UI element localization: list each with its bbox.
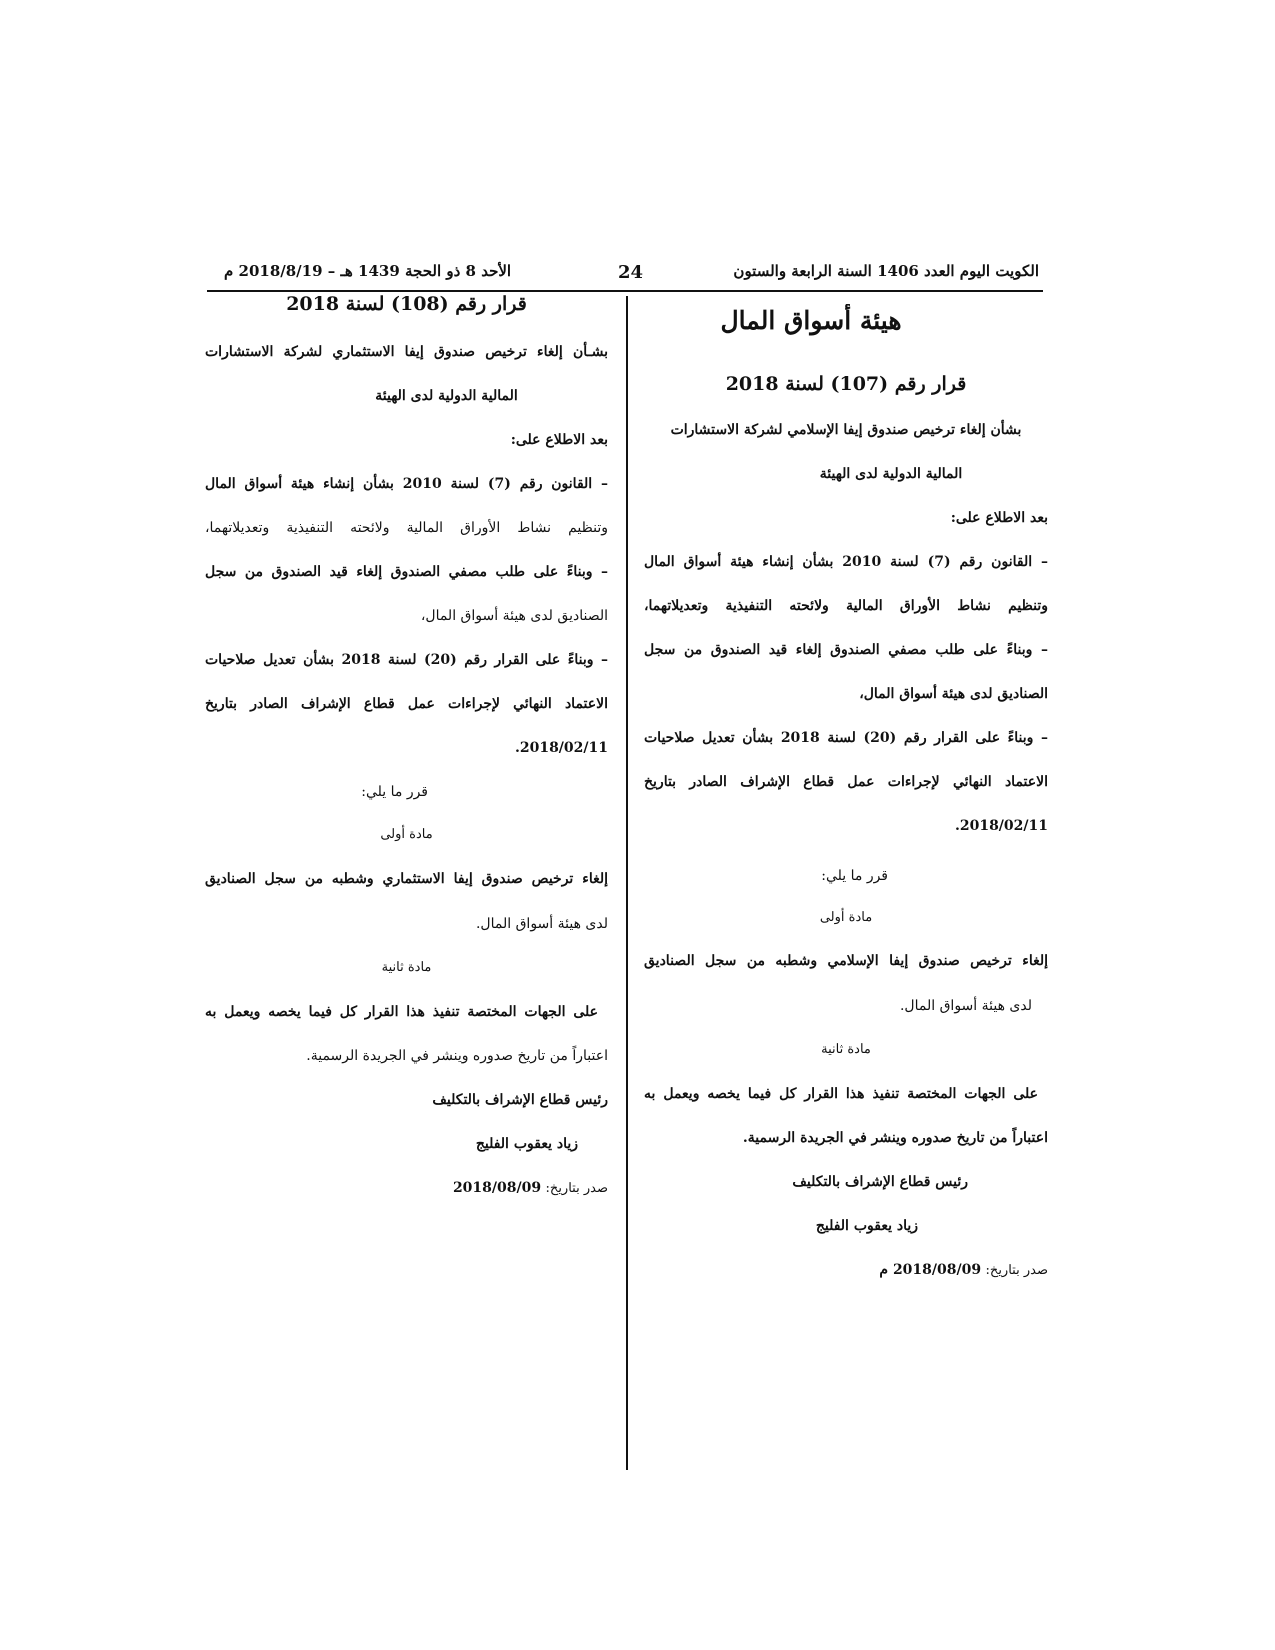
article-1-title: مادة أولى [380, 827, 433, 842]
article-2-line-1: على الجهات المختصة تنفيذ هذا القرار كل فيما يخصه ويعمل به [644, 1086, 1038, 1102]
decision-108-column [205, 293, 608, 1210]
signatory-title: رئيس قطاع الإشراف بالتكليف [792, 1174, 968, 1190]
issued-label: صدر بتاريخ: [545, 1181, 608, 1196]
subject-line-1: بشأن إلغاء ترخيص صندوق إيفا الإسلامي لشركة الاستشارات [670, 422, 1022, 438]
law-line-1: – القانون رقم (7) لسنة 2010 بشأن إنشاء هيئة أسواق المال [644, 554, 1048, 570]
signatory-name: زياد يعقوب الفليج [815, 1218, 918, 1234]
issue-date: الأحد 8 ذو الحجة 1439 هـ – 2018/8/19 م [224, 262, 512, 280]
resolution-date: 2018/02/11. [514, 740, 608, 756]
signatory-name: زياد يعقوب الفليج [475, 1136, 578, 1152]
law-line-2: وتنظيم نشاط الأوراق المالية ولائحته التنفيذية وتعديلاتهما، [205, 520, 608, 536]
resolution-line-2: الاعتماد النهائي لإجراءات عمل قطاع الإشراف الصادر بتاريخ [644, 774, 1048, 790]
subject-line-2: المالية الدولية لدى الهيئة [375, 388, 518, 404]
resolution-line-1: – وبناءً على القرار رقم (20) لسنة 2018 بشأن تعديل صلاحيات [205, 652, 608, 668]
article-2-title: مادة ثانية [821, 1042, 871, 1057]
authority-title: هيئة أسواق المال [720, 306, 902, 335]
request-line-2: الصناديق لدى هيئة أسواق المال، [859, 686, 1048, 702]
article-2-title: مادة ثانية [381, 960, 432, 975]
article-1-title: مادة أولى [819, 910, 873, 925]
issue-info: الكويت اليوم العدد 1406 السنة الرابعة والستون [733, 262, 1039, 280]
article-1-line-1: إلغاء ترخيص صندوق إيفا الإسلامي وشطبه من سجل الصناديق [644, 953, 1048, 969]
column-divider [626, 296, 628, 1470]
article-1-line-2: لدى هيئة أسواق المال. [475, 916, 608, 932]
decided-heading: قرر ما يلي: [821, 868, 888, 884]
subject-line-1: بشـأن إلغاء ترخيص صندوق إيفا الاستثماري لشركة الاستشارات [205, 344, 608, 360]
article-2-line-2: اعتباراً من تاريخ صدوره وينشر في الجريدة الرسمية. [742, 1130, 1048, 1146]
article-2-line-2: اعتباراً من تاريخ صدوره وينشر في الجريدة الرسمية. [306, 1048, 608, 1064]
issued-date: 2018/08/09 م [879, 1262, 982, 1278]
resolution-line-2: الاعتماد النهائي لإجراءات عمل قطاع الإشراف الصادر بتاريخ [205, 696, 608, 712]
resolution-line-1: – وبناءً على القرار رقم (20) لسنة 2018 بشأن تعديل صلاحيات [644, 730, 1048, 746]
article-2-line-1: على الجهات المختصة تنفيذ هذا القرار كل فيما يخصه ويعمل به [205, 1004, 598, 1020]
decided-heading: قرر ما يلي: [361, 784, 428, 800]
decision-107-column [644, 296, 1048, 1292]
article-1-line-2: لدى هيئة أسواق المال. [899, 998, 1032, 1014]
issued-date: 2018/08/09 [452, 1180, 542, 1196]
signatory-title: رئيس قطاع الإشراف بالتكليف [432, 1092, 608, 1108]
after-review-heading: بعد الاطلاع على: [510, 432, 608, 448]
request-line-1: – وبناءً على طلب مصفي الصندوق إلغاء قيد الصندوق من سجل [205, 564, 608, 580]
article-1-line-1: إلغاء ترخيص صندوق إيفا الاستثماري وشطبه من سجل الصناديق [205, 871, 608, 887]
law-line-1: – القانون رقم (7) لسنة 2010 بشأن إنشاء هيئة أسواق المال [205, 476, 608, 492]
page-number: 24 [618, 262, 644, 283]
decision-title: قرار رقم (107) لسنة 2018 [725, 373, 967, 395]
decision-title: قرار رقم (108) لسنة 2018 [286, 293, 527, 315]
request-line-1: – وبناءً على طلب مصفي الصندوق إلغاء قيد الصندوق من سجل [644, 642, 1048, 658]
law-line-2: وتنظيم نشاط الأوراق المالية ولائحته التنفيذية وتعديلاتهما، [644, 598, 1048, 614]
request-line-2: الصناديق لدى هيئة أسواق المال، [420, 608, 608, 624]
subject-line-2: المالية الدولية لدى الهيئة [819, 466, 963, 482]
after-review-heading: بعد الاطلاع على: [950, 510, 1048, 526]
resolution-date: 2018/02/11. [954, 818, 1048, 834]
issued-line [205, 1166, 608, 1210]
issued-label: صدر بتاريخ: [985, 1263, 1048, 1278]
issued-line [644, 1248, 1048, 1292]
